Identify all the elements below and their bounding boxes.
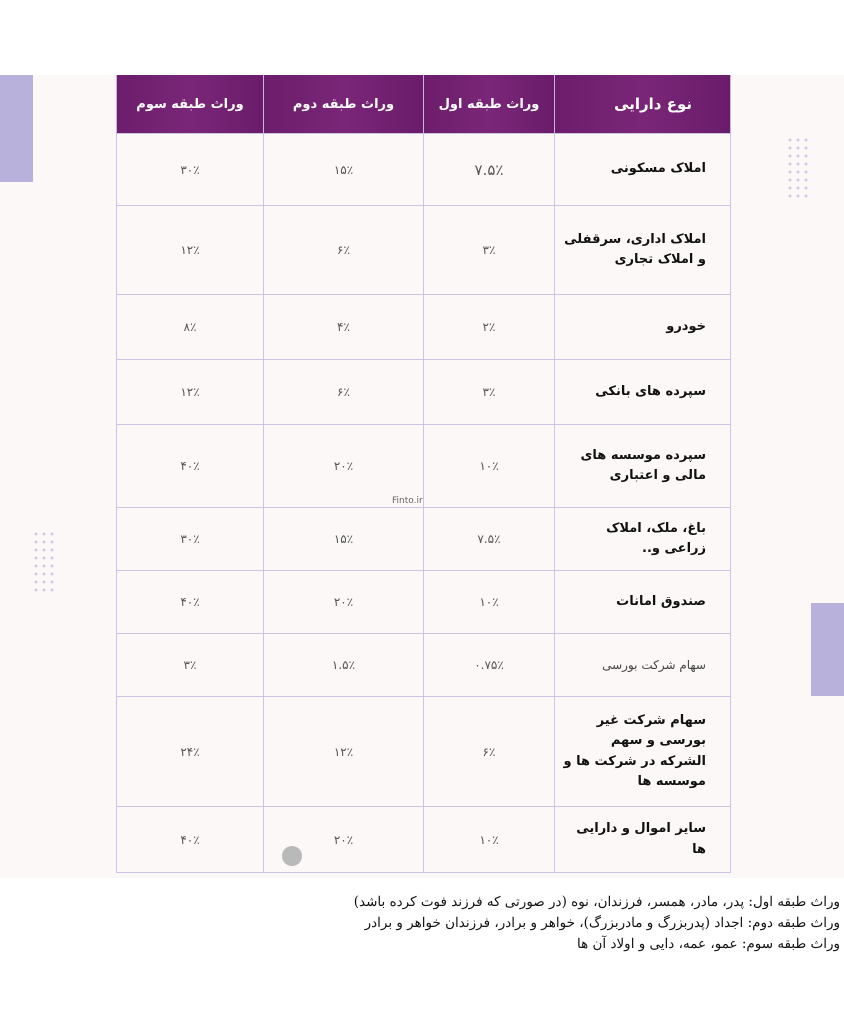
asset-cell: املاک مسکونی [555,134,731,206]
third-class-rate: ۲۴٪ [117,697,264,807]
watermark-text: Finto.ir [392,496,423,506]
first-class-rate: ۷.۵٪ [424,134,555,206]
third-class-rate: ۱۲٪ [117,360,264,425]
table-row [117,206,731,295]
note-third-class: وراث طبقه سوم: عمو، عمه، دایی و اولاد آن ها [576,936,840,952]
first-class-rate: ۰.۷۵٪ [424,634,555,697]
second-class-rate: ۴٪ [264,295,424,360]
inheritance-tax-table [116,75,731,873]
first-class-rate: ۱۰٪ [424,425,555,508]
second-class-rate: ۶٪ [264,206,424,295]
table-row [117,571,731,634]
asset-cell: باغ، ملک، املاک زراعی و.. [555,508,731,571]
second-class-rate: ۱۲٪ [264,697,424,807]
table-row [117,360,731,425]
asset-cell: املاک اداری، سرقفلی و املاک تجاری [555,206,731,295]
table-row [117,697,731,807]
table-row [117,295,731,360]
third-class-rate: ۴۰٪ [117,425,264,508]
first-class-rate: ۲٪ [424,295,555,360]
table-row [117,807,731,873]
decorative-dots-top-right [786,136,812,198]
first-class-rate: ۷.۵٪ [424,508,555,571]
decorative-bar-right [811,603,844,696]
third-class-rate: ۸٪ [117,295,264,360]
second-class-rate: ۲۰٪ [264,425,424,508]
second-class-rate: ۱۵٪ [264,508,424,571]
decorative-bar-left [0,75,33,182]
asset-cell: سایر اموال و دارایی ها [555,807,731,873]
third-class-rate: ۱۲٪ [117,206,264,295]
third-class-rate: ۳۰٪ [117,134,264,206]
asset-cell: سپرده موسسه های مالی و اعتباری [555,425,731,508]
table-row [117,508,731,571]
third-class-rate: ۳۰٪ [117,508,264,571]
second-class-rate: ۶٪ [264,360,424,425]
third-class-rate: ۴۰٪ [117,807,264,873]
note-second-class: وراث طبقه دوم: اجداد (پدربزرگ و مادربزرگ)، خواهر و برادر، فرزندان خواهر و برادر [364,915,840,931]
third-class-rate: ۴۰٪ [117,571,264,634]
asset-cell: سهام شرکت غیر بورسی و سهم الشرکه در شرکت ها و موسسه ها [555,697,731,807]
table-row [117,134,731,206]
header-second-class-heirs: وراث طبقه دوم [264,75,424,134]
first-class-rate: ۳٪ [424,206,555,295]
gray-circle-marker [282,846,302,866]
asset-cell: سپرده های بانکی [555,360,731,425]
asset-cell: صندوق امانات [555,571,731,634]
table-row [117,634,731,697]
first-class-rate: ۶٪ [424,697,555,807]
decorative-dots-middle-left [32,530,58,592]
second-class-rate: ۲۰٪ [264,807,424,873]
asset-cell: خودرو [555,295,731,360]
first-class-rate: ۱۰٪ [424,571,555,634]
note-first-class: وراث طبقه اول: پدر، مادر، همسر، فرزندان، نوه (در صورتی که فرزند فوت کرده باشد) [353,894,840,910]
third-class-rate: ۳٪ [117,634,264,697]
asset-cell: سهام شرکت بورسی [555,634,731,697]
table-row [117,425,731,508]
first-class-rate: ۳٪ [424,360,555,425]
first-class-rate: ۱۰٪ [424,807,555,873]
header-asset-type: نوع دارایی [555,75,731,134]
second-class-rate: ۱.۵٪ [264,634,424,697]
second-class-rate: ۲۰٪ [264,571,424,634]
header-first-class-heirs: وراث طبقه اول [424,75,555,134]
table-header-row [117,75,731,134]
header-third-class-heirs: وراث طبقه سوم [117,75,264,134]
heir-class-notes [80,892,840,955]
second-class-rate: ۱۵٪ [264,134,424,206]
